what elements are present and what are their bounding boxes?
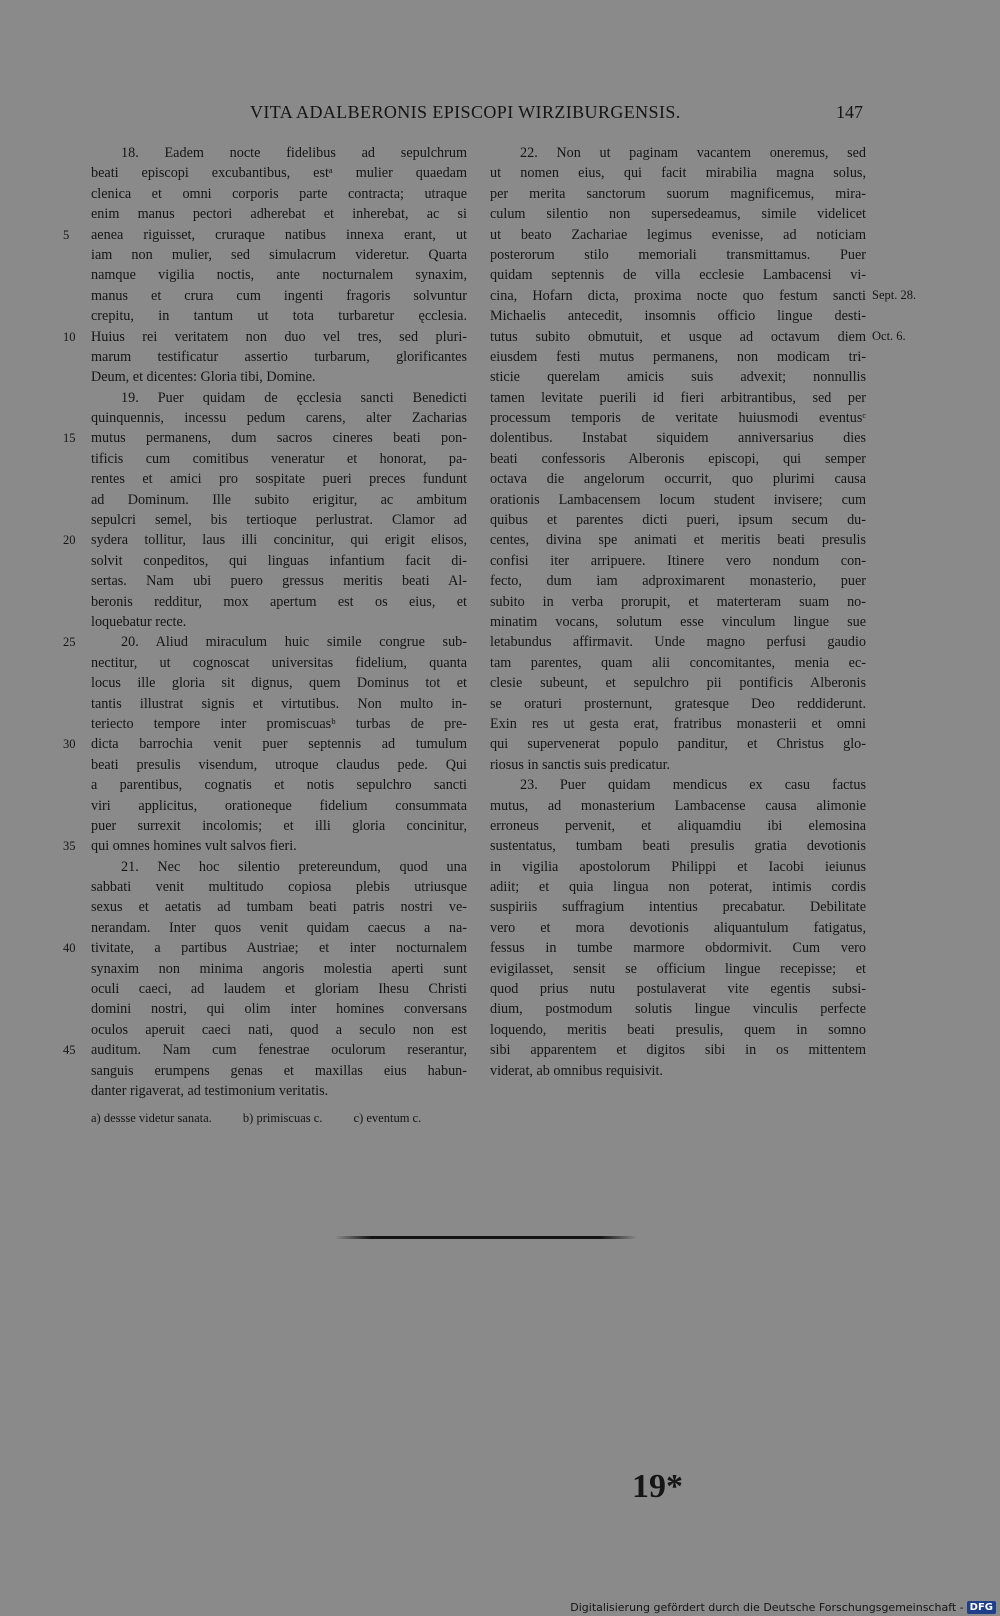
text-line: fessus in tumbe marmore obdormivit. Cum vero	[490, 940, 866, 957]
text-line: dium, postmodum solutis lingue vinculis perfecte	[490, 1001, 866, 1018]
text-line: sexus et aetatis ad tumbam beati patris nostri ve-	[91, 899, 467, 916]
line-number: 10	[63, 329, 76, 344]
text-line: culum silentio non supersedeamus, simile videlicet	[490, 206, 866, 223]
signature-mark: 19*	[632, 1468, 683, 1505]
text-line: mutus permanens, dum sacros cineres beati pon- 15	[91, 428, 467, 448]
text-line: orationis Lambacensem locum student invisere; cum	[490, 491, 866, 508]
text-line: dicta barrochia venit puer septennis ad tumulum 30	[91, 734, 467, 754]
divider-rule	[335, 1236, 637, 1239]
text-line: tantis illustrat signis et virtutibus. Non multo in-	[91, 695, 467, 712]
text-line: qui supervenerat populo panditur, et Christus glo-	[490, 736, 866, 753]
text-line: domini nostri, qui olim inter homines conversans	[91, 1001, 467, 1018]
text-line: tamen levitate puerili id fieri arbitrantibus, sed per	[490, 389, 866, 406]
text-line: processum temporis de veritate huiusmodi eventusᶜ	[490, 410, 866, 427]
text-line: tutus subito obmutuit, et usque ad octavum diem	[490, 328, 866, 345]
line-number: 45	[63, 1043, 76, 1058]
text-line: Michaelis antecedit, insomnis officio lingue desti-	[490, 308, 866, 325]
margin-date-note: Oct. 6.	[872, 328, 906, 343]
text-line: evigilasset, sensit se officium lingue recepisse; et	[490, 960, 866, 977]
text-line: eiusdem festi mutus permanens, non modicam tri-	[490, 348, 866, 365]
text-line: nectitur, ut cognoscat universitas fidelium, quanta	[91, 654, 467, 671]
text-line: cina, Hofarn dicta, proxima nocte quo festum sancti	[490, 287, 866, 304]
text-line: centes, divina spe animati et meritis beati presulis	[490, 532, 866, 549]
text-line: Deum, et dicentes: Gloria tibi, Domine.	[91, 369, 316, 386]
text-line: auditum. Nam cum fenestrae oculorum reserantur, 45	[91, 1040, 467, 1060]
text-line: fecto, dum iam adproximarent monasterio, puer	[490, 573, 866, 590]
text-line: quibus et parentes dicti pueri, ipsum secum du-	[490, 512, 866, 529]
text-line: adiit; et quia lingua non poterat, intimis cordis	[490, 879, 866, 896]
running-header	[0, 102, 1000, 128]
text-line: namque vigilia noctis, ante nocturnalem synaxim,	[91, 267, 467, 284]
left-column	[63, 143, 467, 1101]
text-line: a parentibus, cognatis et notis sepulchro sancti	[91, 777, 467, 794]
text-line: beati confessoris Alberonis episcopi, qui semper	[490, 450, 866, 467]
text-line: manus et crura cum ingenti fragoris solvuntur	[91, 287, 467, 304]
text-line: enim manus pectori adherebat et inherebat, ac si	[91, 206, 467, 223]
text-line: 22. Non ut paginam vacantem oneremus, sed	[520, 145, 866, 161]
text-line: sustentatus, tumbam beati presulis gratia devotionis	[490, 838, 866, 855]
text-line: synaxim non minima angoris molestia aperti sunt	[91, 960, 467, 977]
text-line: 21. Nec hoc silentio pretereundum, quod una	[121, 858, 467, 875]
text-line: qui omnes homines vult salvos fieri. 35	[91, 836, 467, 856]
text-line: solvit conpeditos, qui linguas infantium facit di-	[91, 552, 467, 569]
line-number: 15	[63, 431, 76, 446]
text-line: beronis redditur, mox apertum est os eius, et	[91, 593, 467, 610]
text-line: iam non mulier, sed simulacrum videretur. Quarta	[91, 246, 467, 263]
text-line: sanguis erumpens genas et maxillas eius habun-	[91, 1062, 467, 1079]
text-line: sertas. Nam ubi puero gressus meritis beati Al-	[91, 573, 467, 590]
text-line: per merita sanctorum suorum magnificemus, mira-	[490, 185, 866, 202]
dfg-logo: DFG	[967, 1601, 996, 1614]
page-number: 147	[836, 102, 863, 122]
text-line: nerandam. Inter quos venit quidam caecus a na-	[91, 919, 467, 936]
line-number: 25	[63, 635, 76, 650]
text-line: aenea riguisset, cruraque natibus innexa erant, ut 5	[91, 225, 467, 245]
text-line: minatim vocans, solutum esse vinculum lingue sue	[490, 613, 866, 630]
text-line: quidam septennis de villa ecclesie Lambacensi vi-	[490, 267, 866, 284]
footer-text: Digitalisierung gefördert durch die Deutsche Forschungsgemeinschaft -	[570, 1600, 964, 1614]
footnotes	[91, 1111, 691, 1126]
text-line: quinquennis, incessu pedum carens, alter Zacharias	[91, 410, 467, 427]
text-line: 23. Puer quidam mendicus ex casu factus	[520, 777, 866, 794]
text-line: oculos aperuit caeci nati, quod a seculo non est	[91, 1021, 467, 1038]
line-number: 35	[63, 839, 76, 854]
text-line: letabundus affirmavit. Unde magno perfusi gaudio	[490, 634, 866, 651]
text-line: riosus in sanctis suis predicatur.	[490, 756, 671, 773]
text-line: vero et mora devotionis aliquantulum fatigatus,	[490, 919, 866, 936]
text-line: clesie subeunt, et sepulchro pii pontificis Alberonis	[490, 675, 866, 692]
text-line: sticie querelam amicis suis advexit; nonnullis	[490, 369, 866, 386]
text-line: ad Dominum. Ille subito erigitur, ac ambitum	[91, 491, 467, 508]
line-number: 20	[63, 533, 76, 548]
text-line: beati presulis visendum, utroque claudus pede. Qui	[91, 756, 467, 773]
text-line: marum testificatur assertio turbarum, glorificantes	[91, 348, 467, 365]
running-title: VITA ADALBERONIS EPISCOPI WIRZIBURGENSIS.	[250, 102, 681, 122]
text-line: 19. Puer quidam de ęcclesia sancti Benedicti	[121, 389, 467, 406]
text-line: tivitate, a partibus Austriae; et inter nocturnalem 40	[91, 938, 467, 958]
text-line: se oraturi prosternunt, gratesque Deo reddiderunt.	[490, 695, 866, 712]
text-line: sabbati venit multitudo copiosa plebis utriusque	[91, 879, 467, 896]
text-line: 20. Aliud miraculum huic simile congrue sub- 25	[91, 632, 467, 652]
text-line: quod prius nutu postulaverat vite egentis subsi-	[490, 981, 866, 998]
text-line: tam parentes, quam alii concomitantes, menia ec-	[490, 654, 866, 671]
margin-date-note: Sept. 28.	[872, 287, 917, 302]
text-line: beati episcopi excubantibus, estᵃ mulier quaedam	[91, 165, 467, 182]
text-line: in vigilia apostolorum Philippi et Iacobi ieiunus	[490, 858, 866, 875]
text-line: confisi iter arripuere. Itinere vero nondum con-	[490, 552, 866, 569]
text-line: octava die angelorum occurrit, quo plurimi causa	[490, 471, 866, 488]
text-line: Exin res ut gesta erat, fratribus monasterii et omni	[490, 715, 866, 732]
text-line: locus ille gloria sit dignus, quem Dominus tot et	[91, 675, 467, 692]
text-line: loquebatur recte.	[91, 613, 187, 630]
text-line: oculi caeci, ad laudem et gloriam Ihesu Christi	[91, 981, 467, 998]
text-line: teriecto tempore inter promiscuasᵇ turbas de pre-	[91, 715, 467, 732]
text-line: posterorum stilo memoriali transmittamus. Puer	[490, 246, 866, 263]
text-line: 18. Eadem nocte fidelibus ad sepulchrum	[121, 145, 467, 161]
footnote-c: c) eventum c.	[353, 1111, 422, 1125]
text-line: puer surrexit incolomis; et illi gloria concinitur,	[91, 817, 467, 834]
text-line: subito in verba prorupit, et materteram suam no-	[490, 593, 866, 610]
text-line: Huius rei veritatem non duo vel tres, sed pluri- 10	[91, 327, 467, 347]
text-line: clenica et omni corporis parte contracta; utraque	[91, 185, 467, 202]
text-line: mutus, ad monasterium Lambacense causa alimonie	[490, 797, 866, 814]
text-line: rentes et amici pro sospitate pueri preces fundunt	[91, 471, 467, 488]
text-line: sydera tollitur, laus illi concinitur, qui erigit elisos, 20	[91, 530, 467, 550]
text-line: ut nomen eius, qui facit mirabilia magna solus,	[490, 165, 866, 182]
text-line: viderat, ab omnibus requisivit.	[490, 1062, 663, 1079]
line-number: 30	[63, 737, 76, 752]
text-line: sepulcri semel, bis tertioque perlustrat. Clamor ad	[91, 512, 467, 529]
footnote-b: b) primiscuas c.	[242, 1111, 323, 1125]
text-line: loquendo, meritis beati presulis, quem in somno	[490, 1021, 866, 1038]
text-line: sibi apparentem et digitos sibi in os mittentem	[490, 1042, 866, 1059]
footnote-a: a) dessse videtur sanata.	[91, 1111, 212, 1125]
line-number: 5	[63, 227, 70, 242]
right-column	[490, 143, 866, 1081]
text-line: viri applicitus, orationeque fidelium consummata	[91, 797, 467, 814]
text-line: suspiriis suffragium intentius precabatur. Debilitate	[490, 899, 866, 916]
line-number: 40	[63, 941, 76, 956]
footer-credit	[570, 1598, 996, 1616]
text-line: tificis cum comitibus veneratur et honorat, pa-	[91, 450, 467, 467]
text-line: dolentibus. Instabat siquidem anniversarius dies	[490, 430, 866, 447]
text-line: crepitu, in tantum ut tota turbaretur ęcclesia.	[91, 308, 467, 325]
text-line: erroneus pervenit, et aliquamdiu ibi elemosina	[490, 817, 866, 834]
text-line: danter rigaverat, ad testimonium veritatis.	[91, 1082, 329, 1099]
text-line: ut beato Zachariae legimus evenisse, ad noticiam	[490, 226, 866, 243]
